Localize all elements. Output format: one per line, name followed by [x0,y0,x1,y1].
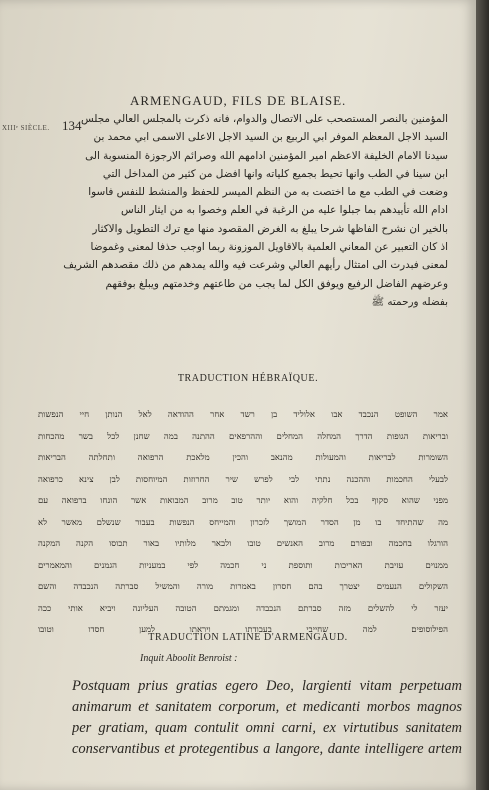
arabic-line: اذ كان التعبير عن المعاني العلمية بالاقاويل الموزونة ربما اوجب حذفا لمعنى وغموضا [90,241,448,254]
book-binding-edge [476,0,489,790]
latin-text-block [72,676,462,760]
hebrew-line: השקולים הנעמים יצטרך בהם חסרון באמרות מורה והמשיל סברתה הנכבדה והשם [38,582,448,592]
century-side-note: XIIIᵉ SIÈCLE. [2,124,50,132]
arabic-line: ادام الله تأييدهم بما جبلوا عليه من الرغبة في العلم وخصوا به من ايثار الناس [121,204,448,217]
page-number: 134 [62,118,82,133]
hebrew-line: מה שהתיחד בו מן הסדר המושך לזכרון והמייחס הנפשות בעבור שנשלם מאשר לא [38,517,448,528]
hebrew-line: ובריאות הגופות הדרך המחלה המחלים וההרפאים ההתנה במה שחנן לכל בשר מהכחות [38,431,448,442]
arabic-line: سيدنا الامام الخليفة الاعظم امير المؤمنين ادامهم الله وصرائم الارجوزة المنسوبة الى [85,149,448,162]
hebrew-translation-heading: TRADUCTION HÉBRAÏQUE. [177,373,319,384]
arabic-line: ابن سينا في الطب وانها تحيط بجميع كلياته وانها افضل من كثير من المداخل التي [102,167,448,180]
hebrew-line: הורגלו בחכמה ובפורם מרוב האנשים טובו ולבאר מלותיו באור תכוסו הקנה המקנה [38,539,448,549]
hebrew-text-block [38,405,448,642]
hebrew-line: ממנוים עזיבת האריכות ותוספת ני חכמה לפי במעניות הגמנים והמאמרים [38,560,448,571]
latin-line: animarum et sanitatem corporum, et medicanti morbos magnos [72,699,462,715]
arabic-line: وعرضهم الفاضل الرفيع ويوفق الكل لما يجب من طاعتهم وخدمتهم ويبلغ بوفقهم [105,277,448,290]
hebrew-line: הפילוסופים למה שחייבי בעבודתו ויראתו למען חסדו וטובו [38,625,448,635]
arabic-line: السيد الاجل المعظم الموفر ابي الربيع بن السيد الاجل الاعلى الاسمى ابي محمد بن [93,131,448,144]
latin-line: Postquam prius gratias egero Deo, largienti vitam perpetuam [72,678,462,694]
arabic-line: بفضله ورحمته ﷺ [371,295,448,308]
hebrew-line: השומרות לבריאות והמעולות מהנאב והכין מלאכת הרפואה ותחלתה הבריאות [38,453,448,463]
hebrew-line: לבעלי החכמות וההכנה נתתי לבי לפרש שיר החרוזות המיוחסות לבן צינא כרפואה [38,474,448,485]
arabic-text-block [28,110,448,311]
latin-subheading: Inquit Aboolit Benroist : [140,653,238,664]
hebrew-line: מפני שהוא סקוף בכל חלקיה והוא יותר טוב מרוב המבואות אשר הונחו ברפואה עם [38,496,448,506]
latin-translation-heading: TRADUCTION LATINE D'ARMENGAUD. [148,632,348,643]
running-head: ARMENGAUD, FILS DE BLAISE. [130,93,347,108]
latin-line: per gratiam, quam contulit omni carni, ex virtutibus sanitatem [72,720,462,736]
latin-line: conservantibus et protegentibus a langore, dante intelligere artem [72,741,462,757]
hebrew-line: אמר השופט הנכבד אבו אלוליד בן רשד אחר ההודאה לאל הנותן חיי הנפשות [38,410,448,420]
arabic-line: المؤمنين بالنصر المستصحب على الاتصال والدوام، فانه ذكرت بالمجلس العالي مجلس [81,113,448,125]
arabic-line: بالخير ان نشرح الفاظها شرحا يبلغ به الغرض المقصود منها مع ترك التطويل والاكثار [92,222,448,235]
arabic-line: وضعت في الطب مع ما اختصت به من النظم الميسر للحفظ والمنشط للنفس فاسوا [88,186,448,199]
hebrew-line: יעזר לי להשלים מזה סברתם הנכבדה ומגמתם הטובה העליונה ויביא אותי ככה [38,603,448,614]
arabic-line: لمعنى فبدرت الى امتثال رأيهم العالي وشرعت فيه والله يمدهم من ذلك مقصدهم الشريف [63,259,448,272]
